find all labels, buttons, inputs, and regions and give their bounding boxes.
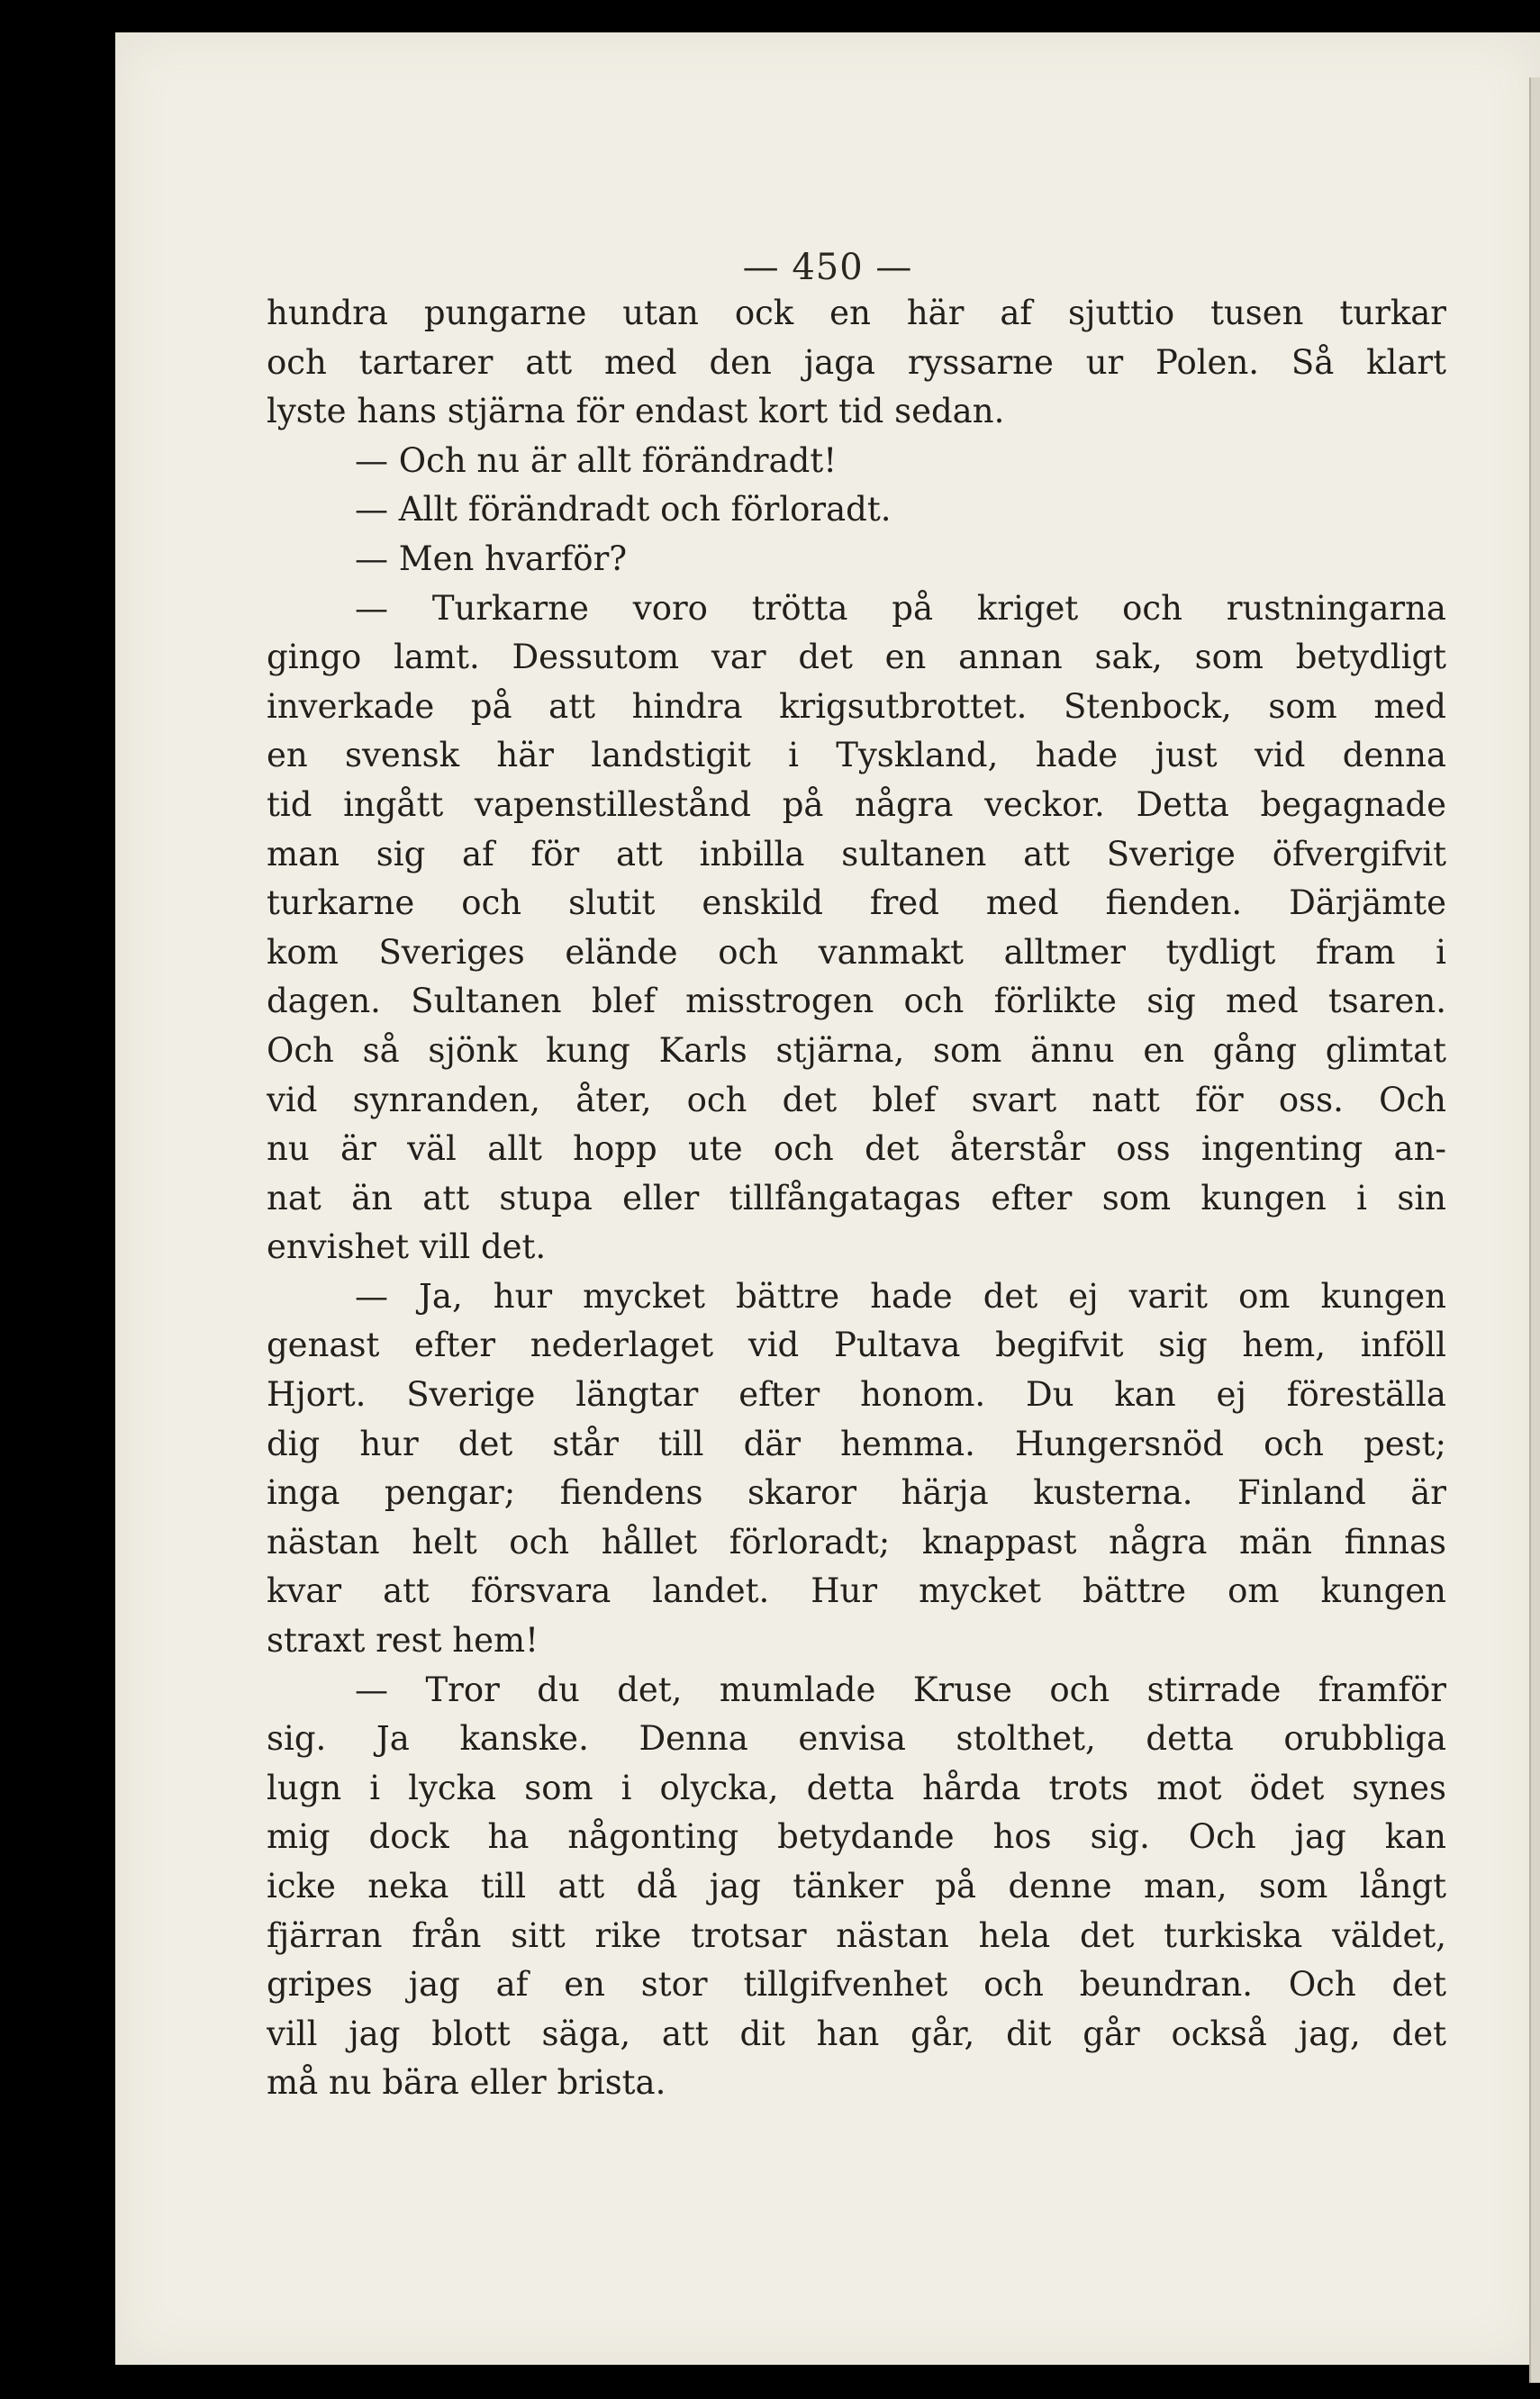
text-line: turkarne och slutit enskild fred med fienden. Därjämte xyxy=(267,883,1446,923)
text-line: kvar att försvara landet. Hur mycket bättre om kungen xyxy=(267,1571,1446,1611)
text-line: — Turkarne voro trötta på kriget och rustningarna xyxy=(355,588,1446,628)
text-line: — Allt förändradt och förloradt. xyxy=(355,490,892,530)
text-line: — Tror du det, mumlade Kruse och stirrade framför xyxy=(355,1670,1446,1709)
text-line: inverkade på att hindra krigsutbrottet. Stenbock, som med xyxy=(267,686,1446,726)
text-line: lyste hans stjärna för endast kort tid sedan. xyxy=(267,392,1005,431)
text-line: straxt rest hem! xyxy=(267,1621,539,1661)
text-line: inga pengar; fiendens skaror härja kusterna. Finland är xyxy=(267,1473,1446,1513)
text-line: envishet vill det. xyxy=(267,1227,547,1267)
text-line: vid synranden, åter, och det blef svart natt för oss. Och xyxy=(267,1080,1446,1119)
text-line: — Ja, hur mycket bättre hade det ej varit om kungen xyxy=(355,1276,1446,1316)
text-line: dig hur det står till där hemma. Hungersnöd och pest; xyxy=(267,1424,1446,1463)
text-line: vill jag blott säga, att dit han går, dit går också jag, det xyxy=(267,2014,1446,2053)
text-line: — Men hvarför? xyxy=(355,539,628,578)
text-line: hundra pungarne utan ock en här af sjuttio tusen turkar xyxy=(267,294,1446,332)
text-line: må nu bära eller brista. xyxy=(267,2063,666,2103)
text-line: dagen. Sultanen blef misstrogen och förlikte sig med tsaren. xyxy=(267,982,1446,1021)
page-number: — 450 — xyxy=(742,247,913,288)
text-line: icke neka till att då jag tänker på denne man, som långt xyxy=(267,1867,1446,1906)
text-line: nu är väl allt hopp ute och det återstår oss ingenting an- xyxy=(267,1129,1446,1169)
text-line: — Och nu är allt förändradt! xyxy=(355,440,838,480)
page-edge xyxy=(1529,77,1540,2383)
text-line: en svensk här landstigit i Tyskland, hade just vid denna xyxy=(267,736,1446,775)
text-line: gingo lamt. Dessutom var det en annan sak, som betydligt xyxy=(267,638,1446,677)
text-line: och tartarer att med den jaga ryssarne ur Polen. Så klart xyxy=(267,342,1446,382)
text-line: nat än att stupa eller tillfångatagas efter som kungen i sin xyxy=(267,1178,1446,1218)
text-line: nästan helt och hållet förloradt; knappast några män finnas xyxy=(267,1522,1446,1562)
text-line: tid ingått vapenstillestånd på några veckor. Detta begagnade xyxy=(267,784,1446,824)
text-line: Hjort. Sverige längtar efter honom. Du kan ej föreställa xyxy=(267,1375,1446,1415)
text-line: kom Sveriges elände och vanmakt alltmer tydligt fram i xyxy=(267,932,1446,972)
body-text xyxy=(267,289,1446,2108)
text-line: Och så sjönk kung Karls stjärna, som ännu en gång glimtat xyxy=(267,1030,1446,1070)
text-line: genast efter nederlaget vid Pultava begifvit sig hem, inföll xyxy=(267,1326,1446,1365)
text-line: man sig af för att inbilla sultanen att Sverige öfvergifvit xyxy=(267,834,1446,874)
text-line: mig dock ha någonting betydande hos sig. Och jag kan xyxy=(267,1817,1446,1857)
text-line: lugn i lycka som i olycka, detta hårda trots mot ödet synes xyxy=(267,1768,1446,1807)
text-line: sig. Ja kanske. Denna envisa stolthet, detta orubbliga xyxy=(267,1719,1446,1759)
text-line: fjärran från sitt rike trotsar nästan hela det turkiska väldet, xyxy=(267,1915,1446,1955)
text-line: gripes jag af en stor tillgifvenhet och beundran. Och det xyxy=(267,1965,1446,2005)
